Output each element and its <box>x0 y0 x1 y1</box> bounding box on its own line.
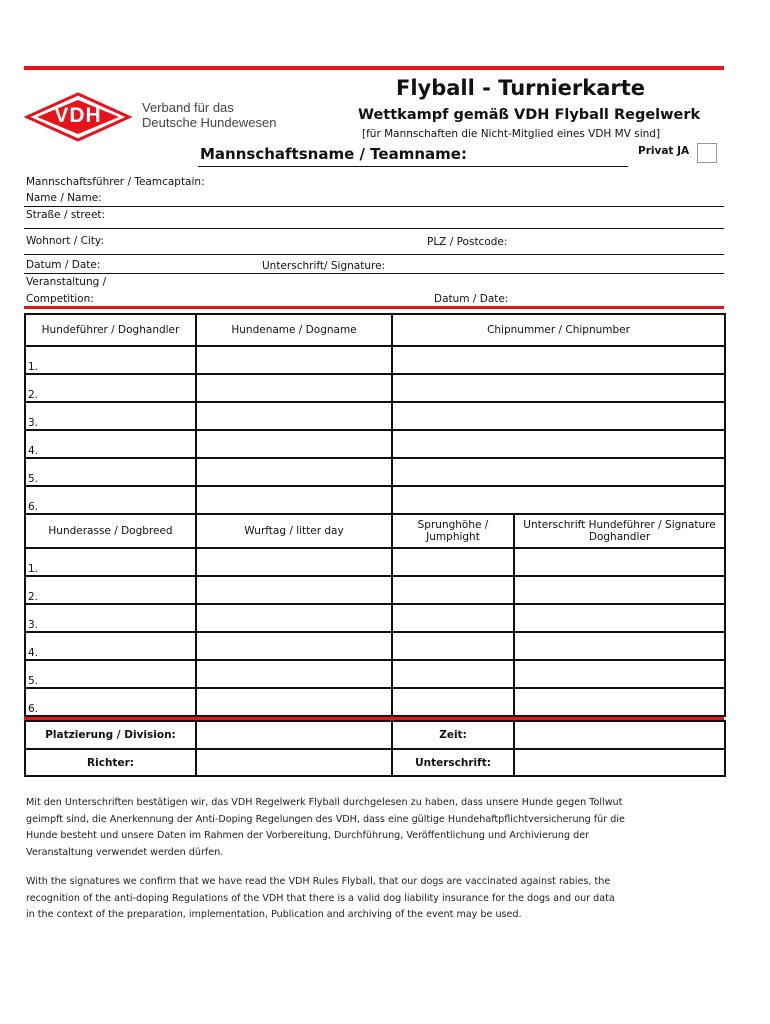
team-name-line[interactable] <box>198 166 628 167</box>
table-row <box>25 548 725 576</box>
competition-label-1: Veranstaltung / <box>26 276 107 288</box>
competition-date-label: Datum / Date: <box>434 293 509 305</box>
division-row <box>25 721 725 749</box>
row-number[interactable]: 1. <box>25 548 196 576</box>
competition-label-2: Competition: <box>26 293 94 305</box>
german-declaration: Mit den Unterschriften bestätigen wir, das VDH Regelwerk Flyball durchgelesen zu haben, dass unsere Hunde gegen Tollwut geimpft sind, die Anerkennung der Anti-Doping Regelungen des VDH, dass eine gültige Hundehaftpflichtversicherung für die Hunde besteht und unsere Daten im Rahmen der Vorbereitung, Durchführung, Veröffentlichung und Archivierung der Veranstaltung verwendet werden dürfen. <box>26 797 625 858</box>
row-number[interactable]: 4. <box>25 632 196 660</box>
table-row <box>25 688 725 716</box>
division-field[interactable] <box>196 721 392 749</box>
logo-abbr: VDH <box>54 104 102 127</box>
name-line[interactable] <box>24 206 724 207</box>
litterday-cell[interactable] <box>196 604 392 632</box>
signature-cell[interactable] <box>514 632 725 660</box>
signature-cell[interactable] <box>514 548 725 576</box>
table-row <box>25 632 725 660</box>
division-label: Platzierung / Division: <box>25 721 196 749</box>
street-line[interactable] <box>24 228 724 229</box>
table-row <box>25 374 725 402</box>
page-title: Flyball - Turnierkarte <box>396 76 646 100</box>
dogname-cell[interactable] <box>196 458 392 486</box>
signature-cell[interactable] <box>514 660 725 688</box>
table-row <box>25 346 725 374</box>
name-label: Name / Name: <box>26 192 102 204</box>
results-table <box>24 720 726 777</box>
chipnumber-cell[interactable] <box>392 430 725 458</box>
row-number[interactable]: 2. <box>25 374 196 402</box>
dogname-cell[interactable] <box>196 402 392 430</box>
street-label: Straße / street: <box>26 209 106 221</box>
table-row <box>25 402 725 430</box>
table-row <box>25 458 725 486</box>
time-field[interactable] <box>514 721 725 749</box>
row-number[interactable]: 3. <box>25 604 196 632</box>
header-jumpheight: Sprunghöhe / Jumphight <box>392 514 514 548</box>
dogname-cell[interactable] <box>196 346 392 374</box>
signature-cell[interactable] <box>514 688 725 716</box>
table-row <box>25 486 725 514</box>
org-name-line1: Verband für das <box>142 100 234 115</box>
litterday-cell[interactable] <box>196 688 392 716</box>
chipnumber-cell[interactable] <box>392 374 725 402</box>
row-number[interactable]: 3. <box>25 402 196 430</box>
row-number[interactable]: 4. <box>25 430 196 458</box>
captain-label: Mannschaftsführer / Teamcaptain: <box>26 176 205 188</box>
privat-checkbox[interactable] <box>697 143 717 163</box>
row-number[interactable]: 6. <box>25 486 196 514</box>
chipnumber-cell[interactable] <box>392 486 725 514</box>
table-row <box>25 430 725 458</box>
date-label: Datum / Date: <box>26 259 101 271</box>
privat-label: Privat JA <box>638 145 690 157</box>
table-row <box>25 660 725 688</box>
signature-cell[interactable] <box>514 604 725 632</box>
litterday-cell[interactable] <box>196 576 392 604</box>
table-row <box>25 576 725 604</box>
litterday-cell[interactable] <box>196 632 392 660</box>
row-number[interactable]: 5. <box>25 660 196 688</box>
header-dogname: Hundename / Dogname <box>196 314 392 346</box>
membership-note: [für Mannschaften die Nicht-Mitglied eines VDH MV sind] <box>362 128 661 140</box>
header-chipnumber: Chipnummer / Chipnumber <box>392 314 725 346</box>
dogname-cell[interactable] <box>196 430 392 458</box>
dogname-cell[interactable] <box>196 374 392 402</box>
judge-label: Richter: <box>25 749 196 776</box>
signature-cell[interactable] <box>514 576 725 604</box>
row-number[interactable]: 2. <box>25 576 196 604</box>
breed-table <box>24 513 726 717</box>
row-number[interactable]: 6. <box>25 688 196 716</box>
org-name <box>142 100 276 130</box>
header-dogbreed: Hunderasse / Dogbreed <box>25 514 196 548</box>
jumpheight-cell[interactable] <box>392 688 514 716</box>
top-red-rule <box>24 66 724 70</box>
org-name-line2: Deutsche Hundewesen <box>142 115 277 130</box>
header-handler-signature: Unterschrift Hundeführer / Signature Doghandler <box>514 514 725 548</box>
litterday-cell[interactable] <box>196 660 392 688</box>
litterday-cell[interactable] <box>196 548 392 576</box>
judge-field[interactable] <box>196 749 392 776</box>
breed-table-header <box>25 514 725 548</box>
jumpheight-cell[interactable] <box>392 604 514 632</box>
dogname-cell[interactable] <box>196 486 392 514</box>
jumpheight-cell[interactable] <box>392 548 514 576</box>
table-row <box>25 604 725 632</box>
team-name-label: Mannschaftsname / Teamname: <box>200 145 467 163</box>
jumpheight-cell[interactable] <box>392 576 514 604</box>
competition-red-rule <box>24 306 724 309</box>
header-litterday: Wurftag / litter day <box>196 514 392 548</box>
judge-signature-field[interactable] <box>514 749 725 776</box>
jumpheight-cell[interactable] <box>392 660 514 688</box>
city-label: Wohnort / City: <box>26 235 104 247</box>
handler-table-header <box>25 314 725 346</box>
date-line[interactable] <box>24 273 724 274</box>
judge-signature-label: Unterschrift: <box>392 749 514 776</box>
chipnumber-cell[interactable] <box>392 458 725 486</box>
header-doghandler: Hundeführer / Doghandler <box>25 314 196 346</box>
page-subtitle: Wettkampf gemäß VDH Flyball Regelwerk <box>358 107 701 123</box>
row-number[interactable]: 1. <box>25 346 196 374</box>
chipnumber-cell[interactable] <box>392 346 725 374</box>
judge-row <box>25 749 725 776</box>
city-line[interactable] <box>24 254 724 255</box>
signature-label: Unterschrift/ Signature: <box>262 260 386 272</box>
postcode-label: PLZ / Postcode: <box>427 236 508 248</box>
vdh-logo <box>24 92 132 142</box>
time-label: Zeit: <box>392 721 514 749</box>
jumpheight-cell[interactable] <box>392 632 514 660</box>
handler-table <box>24 313 726 515</box>
row-number[interactable]: 5. <box>25 458 196 486</box>
english-declaration: With the signatures we confirm that we have read the VDH Rules Flyball, that our dogs are vaccinated against rabies, the recognition of the anti-doping Regulations of the VDH that there is a valid dog liability insurance for the dogs and our data in the context of the preparation, implementation, Publication and archiving of the event may be used. <box>26 876 615 920</box>
chipnumber-cell[interactable] <box>392 402 725 430</box>
